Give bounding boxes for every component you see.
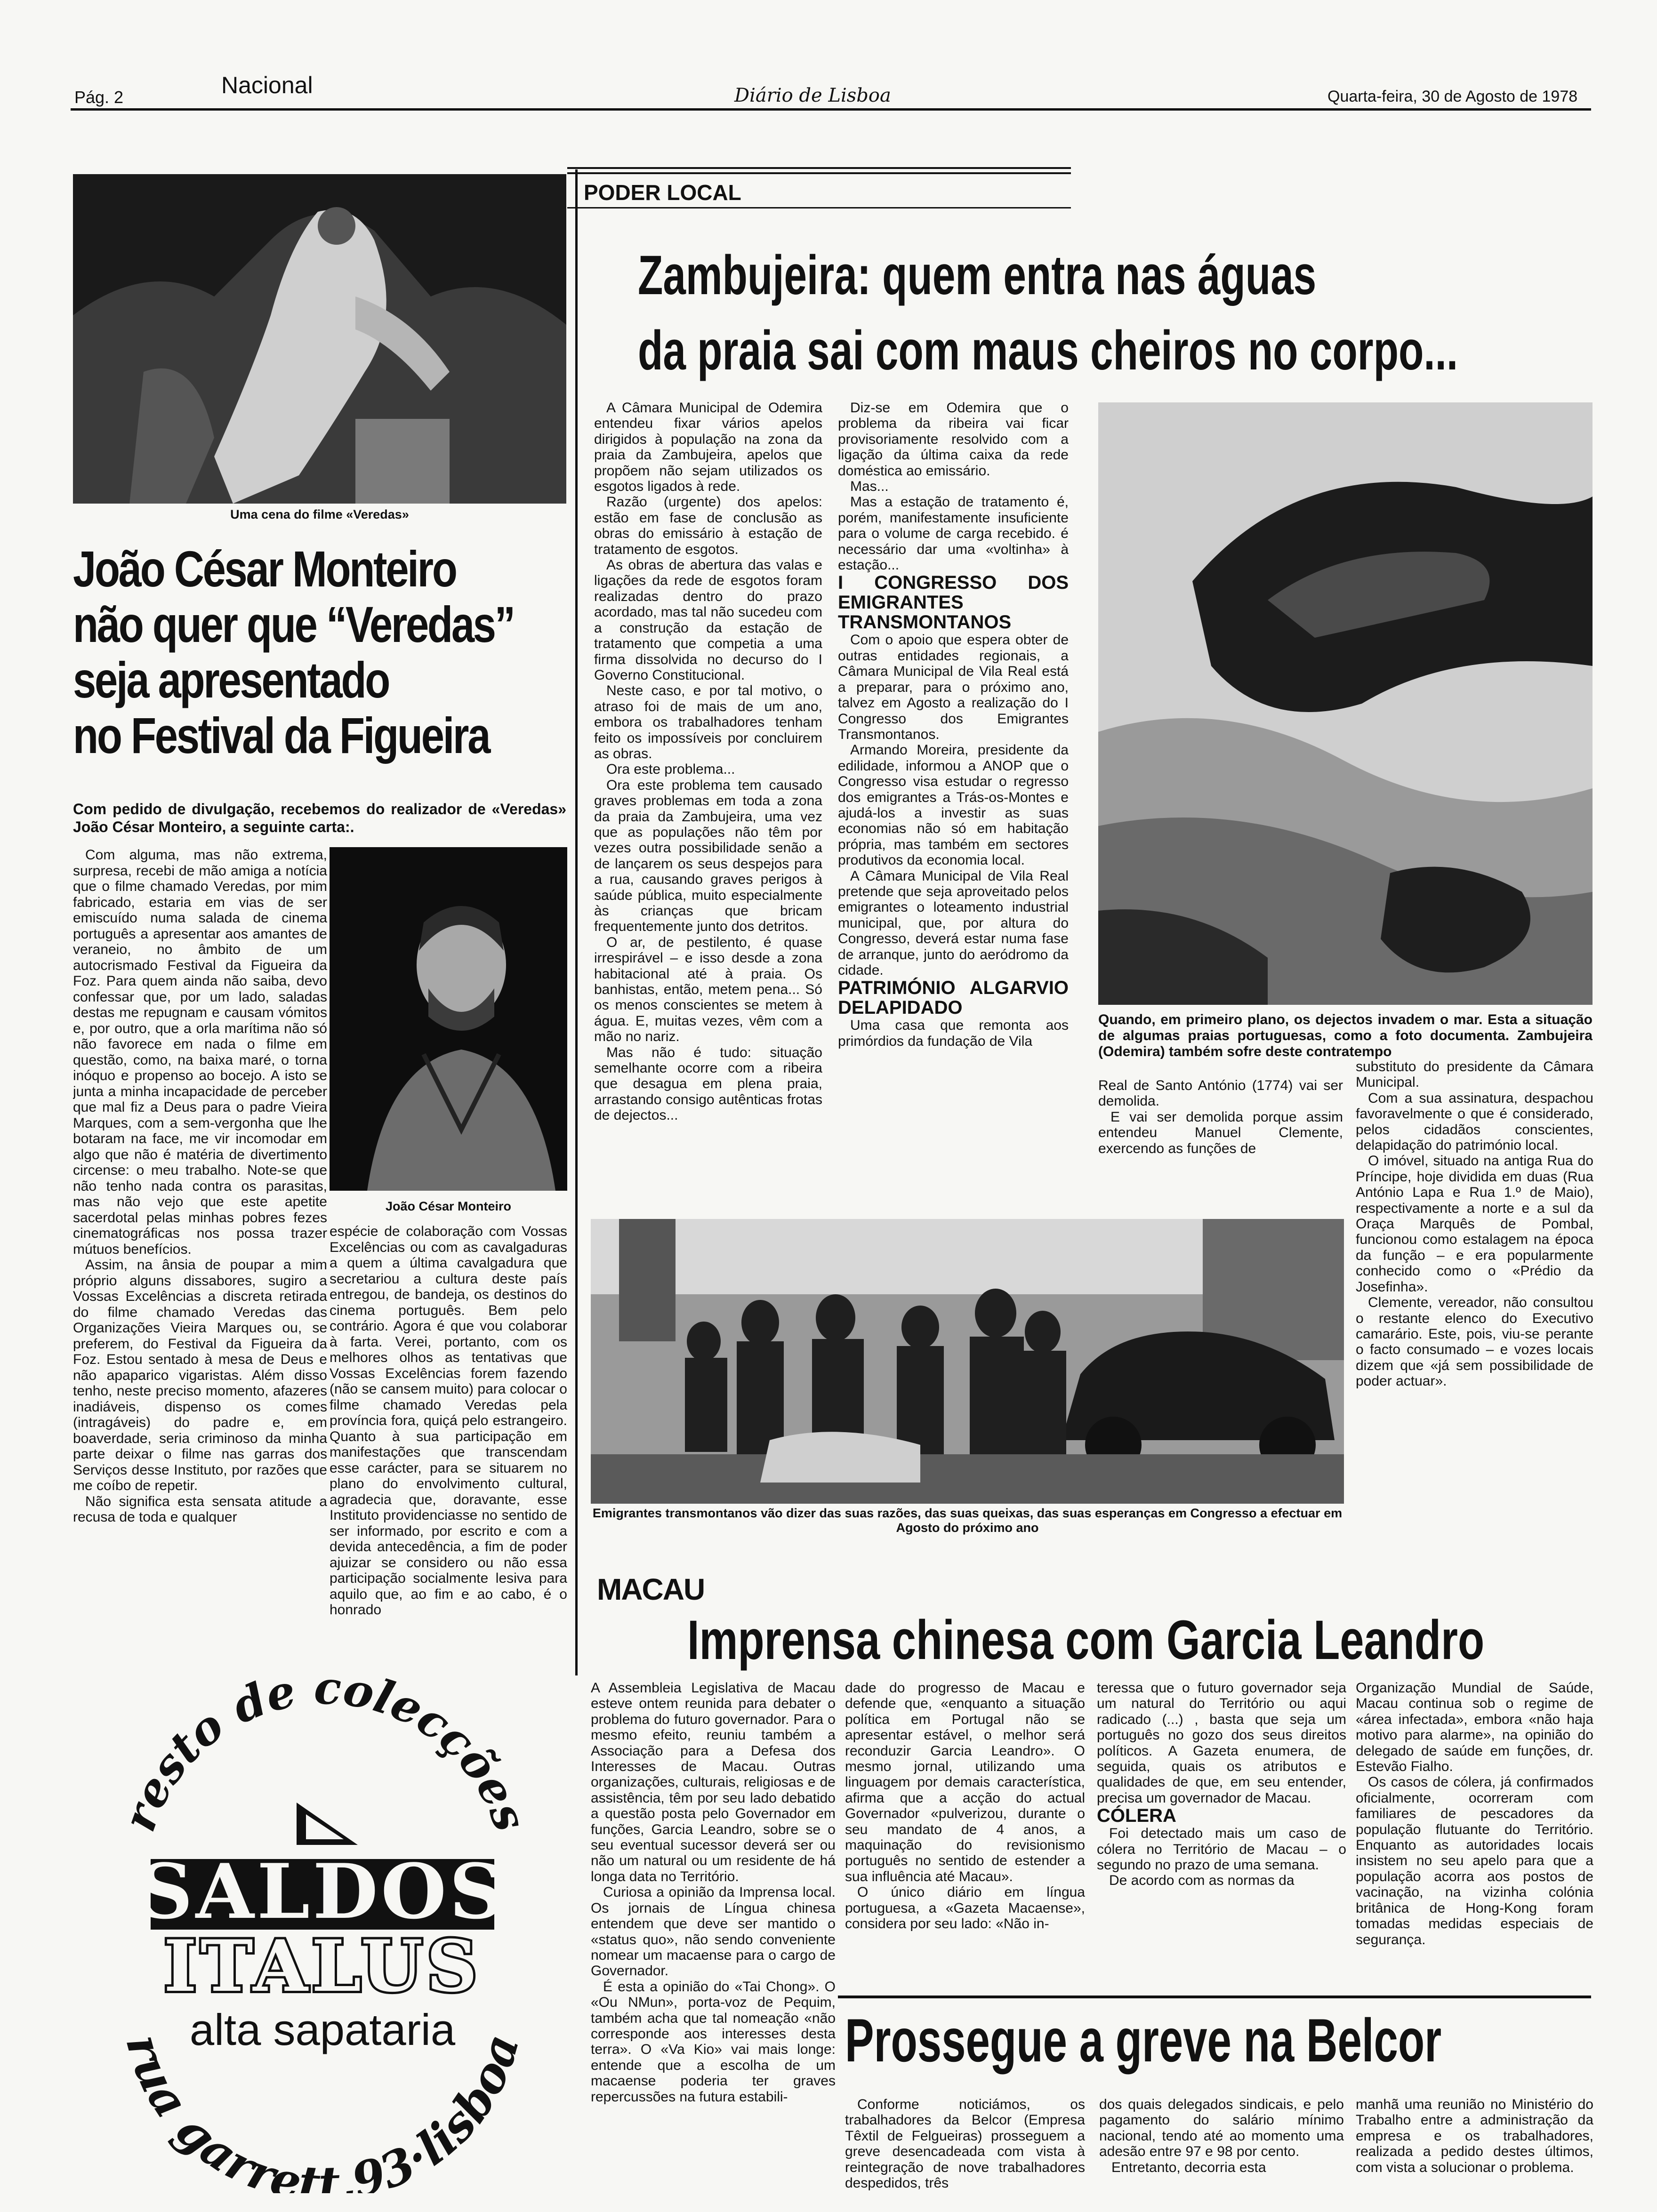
article-paragraph: A Assembleia Legislativa de Macau esteve ontem reunida para debater o problema do futuro governador. Para o mesmo efeito, reuniu também a Associação para a Defesa dos Interesses de Macau. Outras organizações, culturais, religiosas e de assistência, têm por seu lado debatido a questão posta pelo Governador em funções, Garcia Leandro, sobre se o seu eventual sucessor deverá ser ou não um natural ou um residente de há longa data no Território.: [591, 1680, 836, 1884]
monteiro-column-1: [73, 847, 327, 1643]
portrait-photo: [330, 847, 567, 1191]
macau-headline: Imprensa chinesa com Garcia Leandro: [687, 1609, 1485, 1671]
article-paragraph: Mas não é tudo: situação semelhante ocorre com a ribeira que desagua em plena praia, arrastando consigo autênticas frotas de dejectos...: [594, 1044, 822, 1123]
article-paragraph: teressa que o futuro governador seja um natural do Território ou aqui radicado (...) , basta que seja um português no gozo dos seus direitos políticos. A Gazeta enumera, de seguida, quais os atributos e qualidades de que, em seu entender, precisa um governador de Macau.: [1097, 1680, 1346, 1806]
article-paragraph: manhã uma reunião no Ministério do Trabalho entre a administração da empresa e os trabalhadores, realizada a pedido destes últimos, com vista a solucionar o problema.: [1356, 2097, 1593, 2175]
section-label: Nacional: [221, 72, 313, 98]
article-paragraph: Armando Moreira, presidente da edilidade, informou a ANOP que o Congresso visa estudar o regresso dos emigrantes a Trás-os-Montes e ajudá-los a investir as suas economias não só em habitação própria, mas também em sectores produtivos da economia local.: [838, 742, 1069, 868]
monteiro-headline-line: seja apresentado: [73, 651, 389, 708]
emigrants-photo-caption: Emigrantes transmontanos vão dizer das suas razões, das suas queixas, das suas esperanças em Congresso a efectuar em Agosto do próximo ano: [592, 1506, 1343, 1535]
section-rule: [567, 207, 1071, 208]
italus-ad-art: [71, 1661, 574, 2193]
article-paragraph: Ora este problema tem causado graves problemas em toda a zona da praia da Zambujeira, uma vez que as populações não têm por vezes outra possibilidade senão a de lançarem os seus despejos para a rua, causando graves perigos à saúde pública, muito especialmente às crianças que bricam frequentemente junto dos detritos.: [594, 777, 822, 935]
article-paragraph: Ora este problema...: [606, 761, 735, 777]
article-paragraph: Diz-se em Odemira que o problema da ribeira vai ficar provisoriamente resolvido com a ligação da última caixa da rede doméstica ao emissário.: [838, 400, 1069, 479]
article-paragraph: Com o apoio que espera obter de outras entidades regionais, a Câmara Municipal de Vila Real está a preparar, para o próximo ano, talvez em Agosto a realização do I Congresso dos Emigrantes Transmontanos.: [838, 632, 1069, 742]
article-paragraph: Organização Mundial de Saúde, Macau continua sob o regime de «área infectada», embora «não haja motivo para alarme», na opinião do delegado de saúde em funções, dr. Estevão Fialho.: [1356, 1680, 1593, 1775]
macau-column-4: [1356, 1680, 1593, 1991]
monteiro-headline-line: no Festival da Figueira: [73, 707, 490, 764]
section-rule: [838, 1996, 1591, 1998]
article-paragraph: O único diário em língua portuguesa, a «Gazeta Macaense», considera por seu lado: «Não in-: [845, 1884, 1085, 1932]
belcor-column-1: [845, 2097, 1085, 2191]
italus-ad-subtitle: alta sapataria: [189, 2005, 456, 2054]
article-paragraph: Curiosa a opinião da Imprensa local. Os jornais de Língua chinesa entendem que deve ser mantido o «status quo», não sendo conveniente nomear um macaense para o cargo de Governador.: [591, 1884, 836, 1979]
newspaper-name: Diário de Lisboa: [734, 85, 891, 106]
italus-ad-saldos: SALDOS: [138, 1847, 507, 1936]
section-label-macau: MACAU: [597, 1572, 705, 1606]
article-paragraph: Foi detectado mais um caso de cólera no Território de Macau – o segundo no prazo de uma semana.: [1097, 1826, 1346, 1873]
subheading-patrimonio: PATRIMÓNIO ALGARVIO DELAPIDADO: [838, 978, 1069, 1018]
belcor-headline: Prossegue a greve na Belcor: [845, 2006, 1442, 2075]
italus-ad: [71, 1661, 574, 2193]
beach-photo-caption: Quando, em primeiro plano, os dejectos invadem o mar. Esta a situação de algumas praias portuguesas, como a foto documenta. Zambujeira (Odemira) também sofre deste contratempo: [1098, 1012, 1593, 1059]
article-paragraph: Clemente, vereador, não consultou o restante elenco do Executivo camarário. Este, pois, viu-se perante o facto consumado – e vozes locais dizem que «já sem possibilidade de poder actuar».: [1356, 1295, 1593, 1389]
section-label-poder-local: PODER LOCAL: [584, 180, 741, 205]
article-paragraph: Real de Santo António (1774) vai ser demolida.: [1098, 1078, 1343, 1109]
macau-column-3: [1097, 1680, 1346, 1991]
belcor-column-2: [1099, 2097, 1344, 2191]
portrait-caption: João César Monteiro: [385, 1199, 512, 1213]
zambujeira-column-4: [1356, 1059, 1593, 1558]
monteiro-column-2: [330, 1224, 567, 1643]
zambujeira-column-1: [594, 400, 822, 1200]
article-paragraph: Entretanto, decorria esta: [1111, 2159, 1266, 2175]
page-number: Pág. 2: [74, 88, 124, 107]
article-paragraph: Com a sua assinatura, despachou favoravelmente o que é considerado, pelos cidadãos conscientes, delapidação do património local.: [1356, 1090, 1593, 1154]
italus-ad-address: rua garrett,93·lisboa: [115, 2028, 530, 2193]
film-still-photo: [73, 174, 566, 504]
article-paragraph: As obras de abertura das valas e ligações da rede de esgotos foram realizadas dentro do prazo acordado, mas tal não sucedeu com a construção da estação de tratamento que competia a uma firma dissolvida no decurso do I Governo Constitucional.: [594, 557, 822, 683]
monteiro-headline-line: João César Monteiro: [73, 540, 456, 597]
article-paragraph: Razão (urgente) dos apelos: estão em fase de conclusão as obras do emissário à estação de tratamento de esgotos.: [594, 494, 822, 557]
article-paragraph: O ar, de pestilento, é quase irrespirável – e isso desde a zona habitacional até à praia. Os banhistas, então, metem pena... Só os menos conscientes se metem à água. E, muitas vezes, vêm com a mão no nariz.: [594, 934, 822, 1045]
zambujeira-headline-line2: da praia sai com maus cheiros no corpo...: [638, 320, 1458, 382]
film-still-caption: Uma cena do filme «Veredas»: [230, 507, 409, 521]
article-paragraph: E vai ser demolida porque assim entendeu Manuel Clemente, exercendo as funções de: [1098, 1109, 1343, 1156]
monteiro-headline-line: não quer que “Veredas”: [73, 596, 514, 653]
article-paragraph: Assim, na ânsia de poupar a mim próprio alguns dissabores, sugiro a Vossas Excelências a discreta retirada do filme chamado Veredas das Organizações Vieira Marques ou, se preferem, do Festival da Figueira da Foz. Estou sentado à mesa de Deus e não apaparico vigaristas. Além disso tenho, neste preciso momento, afazeres inadiáveis, dispenso os comes (intragáveis) do padre e, em boaverdade, seria criminoso da minha parte deixar o filme nas garras dos Serviços desse Instituto, por razões que me coíbo de repetir.: [73, 1257, 327, 1493]
zambujeira-column-2: [838, 400, 1069, 1200]
macau-column-2: [845, 1680, 1085, 1991]
macau-column-1: [591, 1680, 836, 2188]
article-paragraph: espécie de colaboração com Vossas Excelências ou com as cavalgaduras a quem a última cavalgadura que secretariou a cultura deste país entregou, de bandeja, os destinos do cinema português. Bem pelo contrário. Agora é que vou colaborar à farta. Verei, portanto, com os melhores olhos as tentativas que Vossas Excelências forem fazendo (não se cansem muito) para colocar o filme chamado Veredas pela província fora, quiçá pelo estrangeiro. Quanto à sua participação em manifestações que transcendam esse carácter, para se situarem no plano do envolvimento cultural, agradecia que, doravante, esse Instituto providenciasse no sentido de ser informado, por escrito e com a devida antecedência, a fim de poder ajuizar se considero ou não essa participação socialmente lesiva para aquilo que, ao fim e ao cabo, é o honrado: [330, 1224, 567, 1618]
article-paragraph: Com alguma, mas não extrema, surpresa, recebi de mão amiga a notícia que o filme chamado Veredas, por mim fabricado, estaria em vias de ser emiscuído numa salada de cinema português a apresentar aos amantes de veraneio, no âmbito de um autocrismado Festival da Figueira da Foz. Para quem ainda não saiba, devo confessar que, por um lado, saladas destas me repugnam e causam vómitos e, por outro, que a orla marítima não só não favorece em nada o filme em questão, como, na baixa maré, o torna inóquo e propenso ao bocejo. A isto se junta a minha incapacidade de perceber que mal fiz a Deus para o padre Vieira Marques, com a sem-vergonha que lhe botaram na face, me vir incomodar em algo que não é matéria de divertimento circense: o meu trabalho. Note-se que não tenho nada contra os parasitas, mas não vejo que este apetite sacerdotal pelas minhas pobres fezes cinematográficas nos possa trazer mútuos benefícios.: [73, 847, 327, 1257]
zambujeira-column-3: [1098, 1078, 1343, 1200]
monteiro-lead: Com pedido de divulgação, recebemos do realizador de «Veredas» João César Monteiro, a seguinte carta:.: [73, 801, 566, 835]
article-paragraph: dade do progresso de Macau e defende que, «enquanto a situação política em Portugal não se apresentar estável, o melhor será reconduzir Garcia Leandro». O mesmo jornal, utilizando uma linguagem por demais característica, afirma que a acção do actual Governador «pulverizou, durante o seu mandato de 4 anos, a maquinação do revisionismo português no sentido de estender a sua influência até Macau».: [845, 1680, 1085, 1884]
emigrants-photo: [591, 1219, 1344, 1504]
article-paragraph: Não significa esta sensata atitude a recusa de toda e qualquer: [73, 1493, 327, 1525]
article-paragraph: Uma casa que remonta aos primórdios da fundação de Vila: [838, 1018, 1069, 1049]
subheading-congress: I CONGRESSO DOS EMIGRANTES TRANSMONTANOS: [838, 572, 1069, 633]
subheading-colera: CÓLERA: [1097, 1805, 1176, 1827]
section-rule: [567, 167, 1071, 169]
article-paragraph: É esta a opinião do «Tai Chong». O «Ou NMun», porta-voz de Pequim, também acha que tal nomeação «não corresponde aos interesses desta terra». O «Va Kio» vai mais longe: entende que a escolha de um macaense poderia ter graves repercussões na futura estabili-: [591, 1979, 836, 2105]
article-paragraph: Conforme noticiámos, os trabalhadores da Belcor (Empresa Têxtil de Felgueiras) prosseguem a greve desencadeada com vista à reintegração de nove trabalhadores despedidos, três: [845, 2097, 1085, 2191]
article-paragraph: substituto do presidente da Câmara Municipal.: [1356, 1059, 1593, 1090]
article-paragraph: A Câmara Municipal de Vila Real pretende que seja aproveitado pelos emigrantes o loteamento industrial municipal, que, por altura do Congresso, deverá estar numa fase de arranque, junto do aeródromo da cidade.: [838, 868, 1069, 978]
article-paragraph: Mas...: [850, 479, 889, 495]
article-paragraph: Os casos de cólera, já confirmados oficialmente, ocorreram com familiares de pescadores da população flutuante do Território. Enquanto as autoridades locais insistem no seu apelo para que a população acorra aos postos de vacinação, na vizinha colónia britânica de Hong-Kong foram tomadas medidas especiais de segurança.: [1356, 1774, 1593, 1948]
zambujeira-headline-line1: Zambujeira: quem entra nas águas: [638, 244, 1317, 306]
article-paragraph: De acordo com as normas da: [1109, 1873, 1295, 1889]
article-paragraph: Mas a estação de tratamento é, porém, manifestamente insuficiente para o volume de carga recebido. é necessário dar uma «voltinha» à estação...: [838, 494, 1069, 573]
issue-date: Quarta-feira, 30 de Agosto de 1978: [1327, 88, 1578, 105]
masthead-rule: [71, 108, 1591, 111]
article-paragraph: A Câmara Municipal de Odemira entendeu fixar vários apelos dirigidos à população na zona da praia da Zambujeira, apelos que propõem não sejam utilizados os esgotos ligados à rede.: [594, 400, 822, 495]
column-divider: [575, 169, 578, 1675]
beach-pollution-photo: [1098, 402, 1593, 1005]
section-rule: [567, 172, 1071, 174]
italus-ad-brand: ITALUS: [163, 1925, 482, 2008]
monteiro-headline: [73, 541, 572, 763]
article-paragraph: O imóvel, situado na antiga Rua do Príncipe, hoje dividida em duas (Rua António Lapa e Rua 1.º de Maio), respectivamente a norte e a sul da Oraça Marquês de Pombal, funcionou como estalagem na época da função – e era popularmente conhecido como o «Prédio da Josefinha».: [1356, 1153, 1593, 1295]
article-paragraph: Neste caso, e por tal motivo, o atraso foi de mais de um ano, embora os trabalhadores tenham feito os impossíveis por concluirem as obras.: [594, 683, 822, 761]
italus-ad-tagline: resto de colecções: [112, 1661, 538, 1838]
belcor-column-3: [1356, 2097, 1593, 2191]
article-paragraph: dos quais delegados sindicais, e pelo pagamento do salário mínimo nacional, tendo até ao momento uma adesão entre 97 e 98 por cento.: [1099, 2097, 1344, 2160]
